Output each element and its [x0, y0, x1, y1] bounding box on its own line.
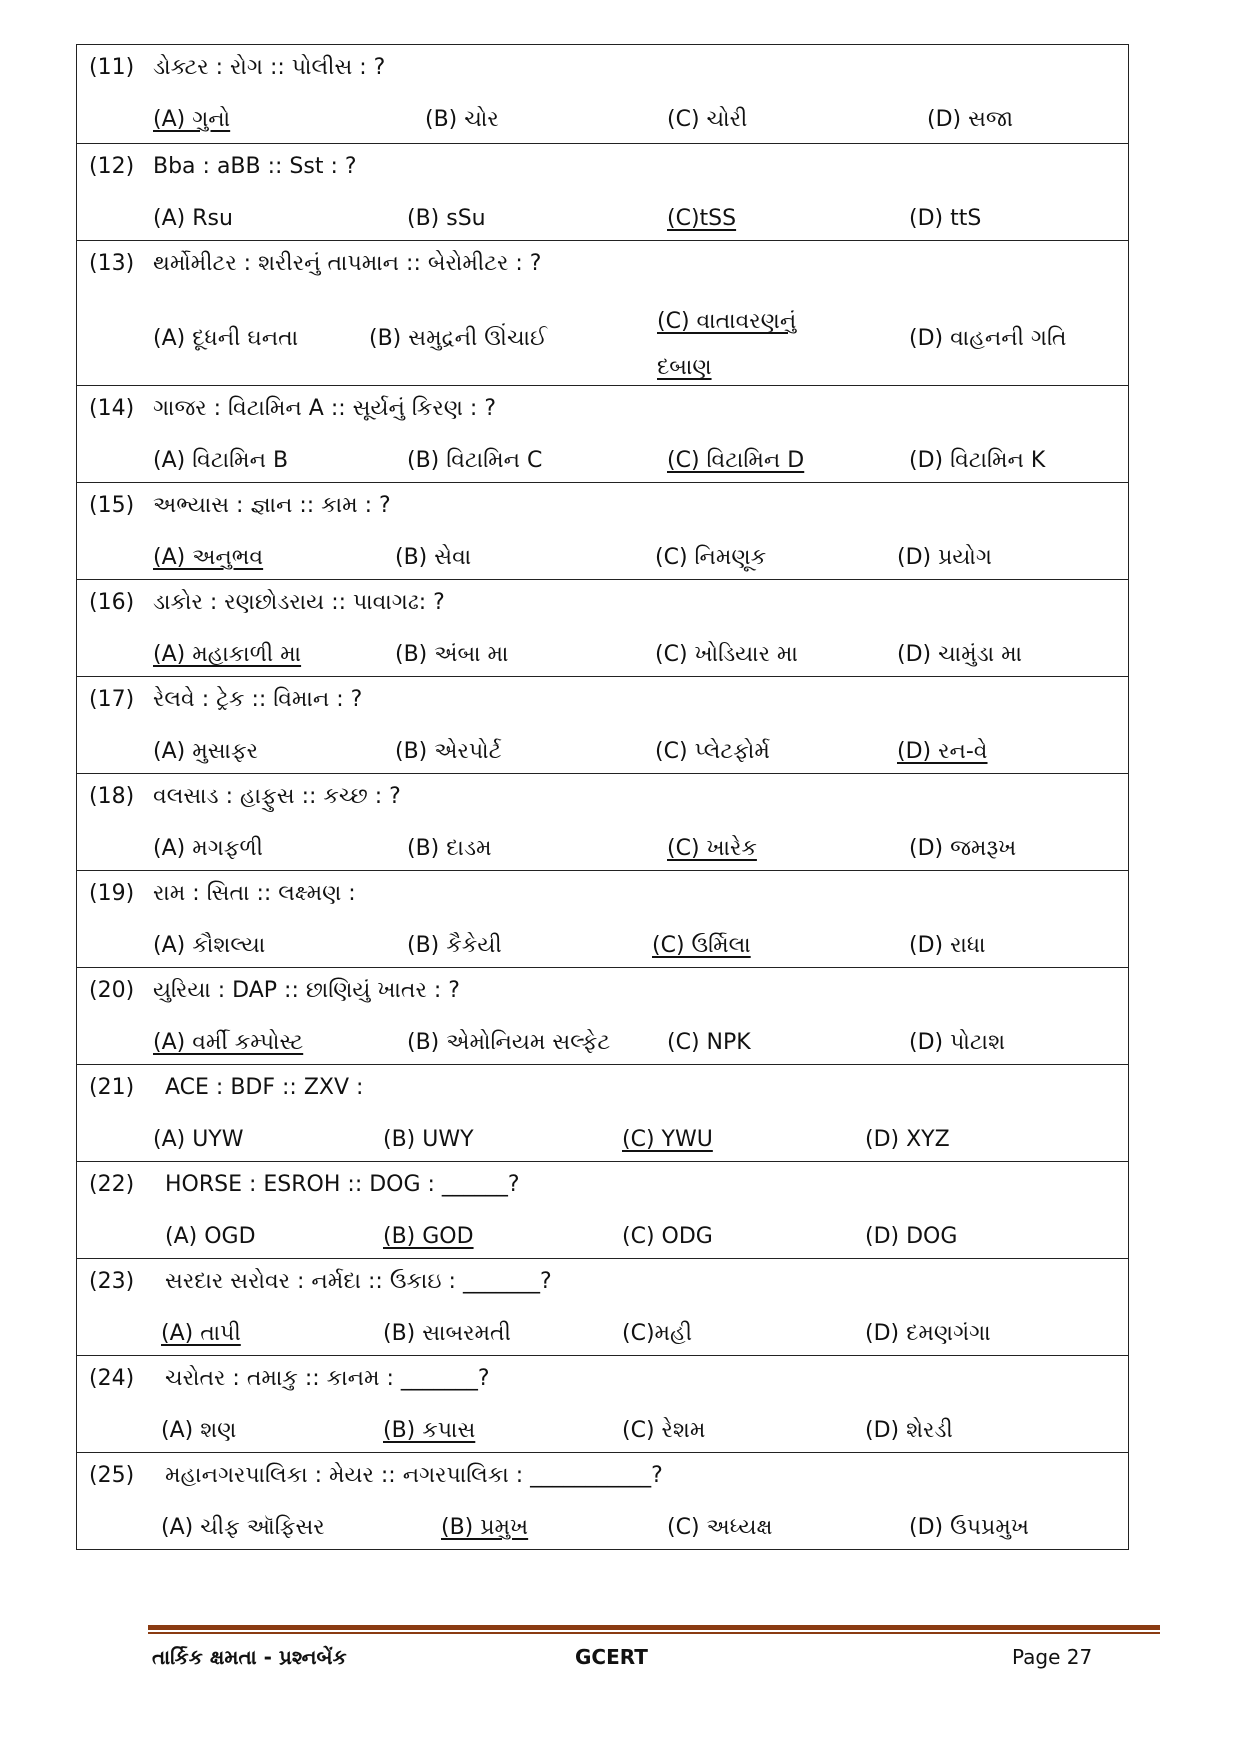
option: (A) Rsu — [153, 206, 233, 231]
option: (B) સેવા — [395, 545, 472, 570]
question-number: (13) — [89, 251, 135, 276]
question-number: (23) — [89, 1269, 135, 1294]
option: (A) વિટામિન B — [153, 448, 289, 473]
question-row — [77, 143, 1128, 240]
question-text: યુરિયા : DAP :: છાણિયું ખાતર : ? — [153, 978, 460, 1003]
question-row — [77, 482, 1128, 579]
question-row — [77, 967, 1128, 1064]
question-text: ACE : BDF :: ZXV : — [165, 1075, 364, 1100]
options-row — [77, 638, 1128, 672]
question-number: (21) — [89, 1075, 135, 1100]
question-row — [77, 240, 1128, 385]
footer-rule-thin — [148, 1632, 1160, 1634]
question-row — [77, 870, 1128, 967]
options-row — [77, 1220, 1128, 1254]
question-number: (16) — [89, 590, 135, 615]
option: (A) OGD — [165, 1224, 256, 1249]
footer-title: તાર્કિક ક્ષમતા - પ્રશ્નબેંક — [152, 1645, 347, 1669]
option: (B) એરપોર્ટ — [395, 739, 502, 764]
question-number: (25) — [89, 1463, 135, 1488]
question-text: ચરોતર : તમાકુ :: કાનમ : _______? — [165, 1366, 490, 1391]
option: (D) વિટામિન K — [909, 448, 1046, 473]
option: (C) ખોડિયાર મા — [655, 642, 798, 667]
question-text: રામ : સિતા :: લક્ષ્મણ : — [153, 881, 356, 906]
answer-option: (A) વર્મી કમ્પોસ્ટ — [153, 1030, 304, 1055]
options-row — [77, 103, 1128, 137]
options-row — [77, 444, 1128, 478]
question-number: (14) — [89, 396, 135, 421]
option: (B) કૈકેયી — [407, 933, 502, 958]
option: (B) વિટામિન C — [407, 448, 543, 473]
option: (B) સમુદ્રની ઊંચાઈ — [369, 326, 548, 351]
footer-publisher: GCERT — [575, 1645, 648, 1669]
option: (C) રેશમ — [622, 1418, 706, 1443]
option: (A) મગફળી — [153, 836, 263, 861]
question-number: (19) — [89, 881, 135, 906]
question-row — [77, 45, 1128, 143]
option: (D) જમરૂખ — [909, 836, 1017, 861]
question-row — [77, 1452, 1128, 1549]
answer-option: (C) વાતાવરણનું દબાણ — [657, 309, 797, 380]
question-text: થર્મોમીટર : શરીરનું તાપમાન :: બેરોમીટર : ? — [153, 251, 542, 276]
answer-option: (A) અનુભવ — [153, 545, 264, 570]
option: (B) સાબરમતી — [383, 1321, 511, 1346]
question-text: મહાનગરપાલિકા : મેયર :: નગરપાલિકા : ___________? — [165, 1463, 663, 1488]
options-row — [77, 735, 1128, 769]
question-number: (12) — [89, 154, 135, 179]
question-row — [77, 1161, 1128, 1258]
option: (C) પ્લેટફોર્મ — [655, 739, 770, 764]
question-text: ગાજર : વિટામિન A :: સૂર્યનું કિરણ : ? — [153, 396, 497, 421]
question-table — [76, 44, 1129, 1550]
options-row — [77, 1123, 1128, 1157]
question-number: (20) — [89, 978, 135, 1003]
option: (C)મહી — [622, 1321, 692, 1346]
option: (B) UWY — [383, 1127, 474, 1152]
answer-option: (C)tSS — [667, 206, 737, 231]
footer-rule — [148, 1625, 1160, 1630]
option: (D) સજા — [927, 107, 1014, 132]
option: (C) NPK — [667, 1030, 751, 1055]
option: (C) ODG — [622, 1224, 713, 1249]
answer-option: (C) ખારેક — [667, 836, 757, 861]
answer-option: (B) કપાસ — [383, 1418, 476, 1443]
option: (A) કૌશલ્યા — [153, 933, 266, 958]
option: (A) ચીફ ઑફિસર — [161, 1515, 325, 1540]
option: (D) શેરડી — [865, 1418, 953, 1443]
option: (D) DOG — [865, 1224, 958, 1249]
option: (D) પ્રયોગ — [897, 545, 992, 570]
options-row — [77, 299, 1128, 379]
question-text: HORSE : ESROH :: DOG : ______? — [165, 1172, 520, 1197]
answer-option: (D) રન-વે — [897, 739, 988, 764]
question-row — [77, 579, 1128, 676]
question-number: (18) — [89, 784, 135, 809]
option: (D) દમણગંગા — [865, 1321, 991, 1346]
option: (C) નિમણૂક — [655, 545, 767, 570]
question-row — [77, 676, 1128, 773]
option: (A) UYW — [153, 1127, 244, 1152]
option: (C) અધ્યક્ષ — [667, 1515, 773, 1540]
question-row — [77, 773, 1128, 870]
question-number: (11) — [89, 55, 135, 80]
options-row — [77, 541, 1128, 575]
option: (D) પોટાશ — [909, 1030, 1006, 1055]
options-row — [77, 202, 1128, 236]
answer-option: (B) GOD — [383, 1224, 474, 1249]
option: (B) દાડમ — [407, 836, 492, 861]
options-row — [77, 1026, 1128, 1060]
question-number: (24) — [89, 1366, 135, 1391]
footer-page-number: Page 27 — [1012, 1645, 1093, 1669]
option: (B) અંબા મા — [395, 642, 509, 667]
answer-option: (A) તાપી — [161, 1321, 241, 1346]
option: (A) દૂધની ઘનતા — [153, 326, 299, 351]
question-text: સરદાર સરોવર : નર્મદા :: ઉકાઇ : _______? — [165, 1269, 552, 1294]
question-number: (15) — [89, 493, 135, 518]
option: (C) ચોરી — [667, 107, 748, 132]
question-text: ડોક્ટર : રોગ :: પોલીસ : ? — [153, 55, 386, 80]
option: (A) શણ — [161, 1418, 237, 1443]
question-text: ડાકોર : રણછોડરાય :: પાવાગઢ: ? — [153, 590, 445, 615]
answer-option: (C) વિટામિન D — [667, 448, 805, 473]
option: (D) રાધા — [909, 933, 986, 958]
answer-option: (B) પ્રમુખ — [441, 1515, 529, 1540]
question-number: (17) — [89, 687, 135, 712]
answer-option: (C) ઉર્મિલા — [652, 933, 751, 958]
option: (D) XYZ — [865, 1127, 950, 1152]
question-row — [77, 1355, 1128, 1452]
question-text: Bba : aBB :: Sst : ? — [153, 154, 357, 179]
option: (B) એમોનિયમ સલ્ફેટ — [407, 1030, 611, 1055]
question-text: અભ્યાસ : જ્ઞાન :: કામ : ? — [153, 493, 391, 518]
question-text: વલસાડ : હાફુસ :: કચ્છ : ? — [153, 784, 401, 809]
options-row — [77, 929, 1128, 963]
option: (A) મુસાફર — [153, 739, 259, 764]
answer-option: (A) મહાકાળી મા — [153, 642, 302, 667]
options-row — [77, 1317, 1128, 1351]
option: (D) ttS — [909, 206, 982, 231]
options-row — [77, 1511, 1128, 1545]
question-row — [77, 1064, 1128, 1161]
answer-option: (C) YWU — [622, 1127, 713, 1152]
option: (D) વાહનની ગતિ — [909, 326, 1067, 351]
option: (D) ચામુંડા મા — [897, 642, 1023, 667]
question-row — [77, 1258, 1128, 1355]
question-number: (22) — [89, 1172, 135, 1197]
question-text: રેલવે : ટ્રેક :: વિમાન : ? — [153, 687, 363, 712]
question-row — [77, 385, 1128, 482]
option: (B) sSu — [407, 206, 486, 231]
option: (B) ચોર — [425, 107, 499, 132]
answer-option: (A) ગુનો — [153, 107, 231, 132]
options-row — [77, 832, 1128, 866]
options-row — [77, 1414, 1128, 1448]
option: (D) ઉપપ્રમુખ — [909, 1515, 1029, 1540]
